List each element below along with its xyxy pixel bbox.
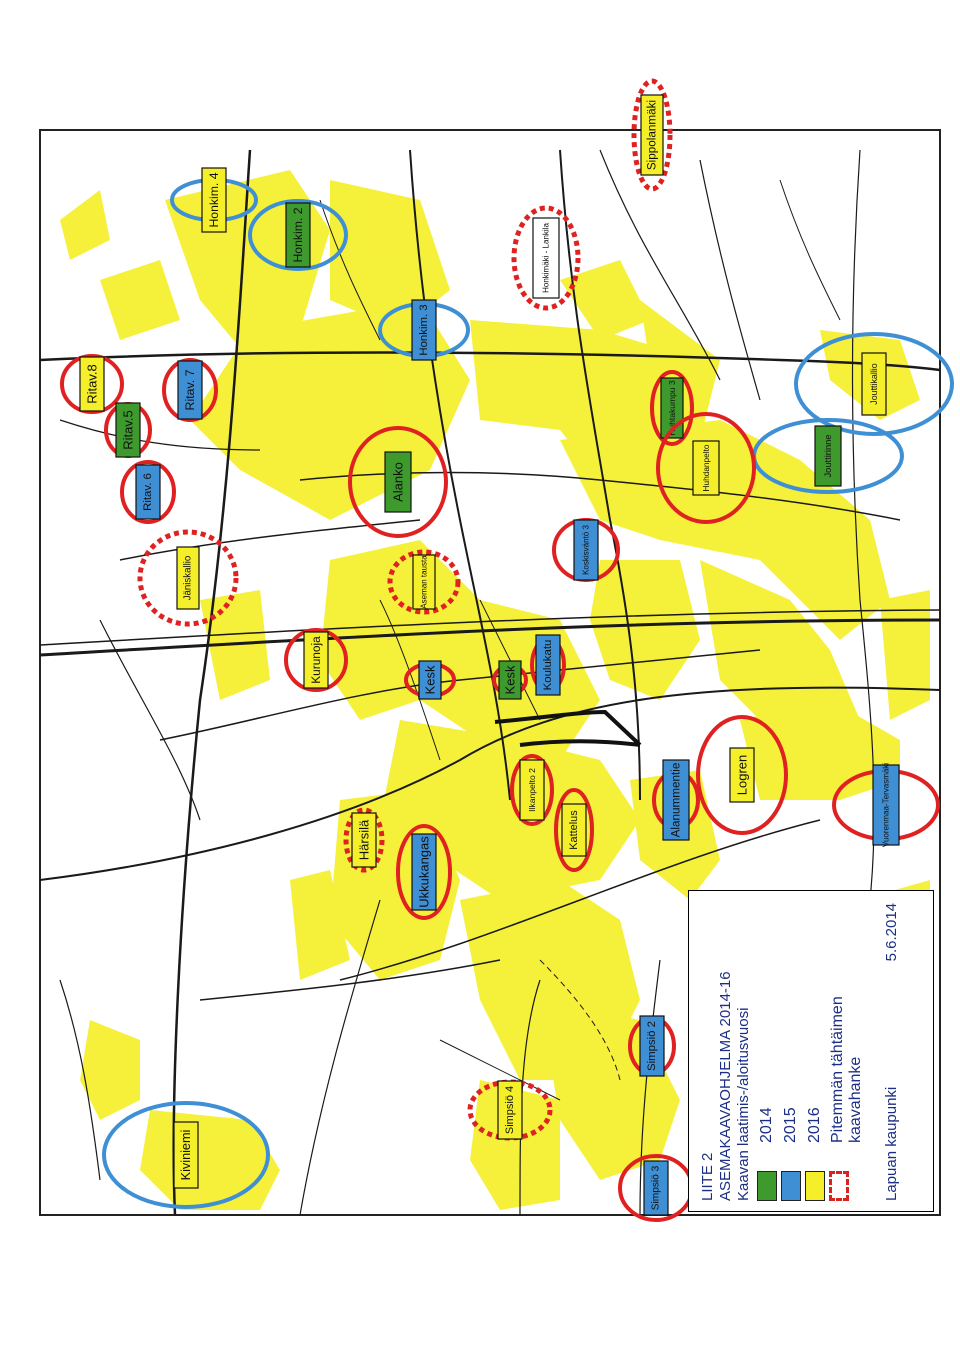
- place-label: Koulukatu: [542, 639, 554, 691]
- place-label: Honkim. 3: [418, 304, 430, 356]
- place-label: Jouttikallio: [869, 363, 879, 405]
- legend-label: Pitemmän tähtäimen kaavahanke: [829, 996, 864, 1143]
- place-label: Ritav. 6: [142, 473, 154, 511]
- legend-item-2016: [805, 903, 825, 1201]
- place-label: Simpsiö 2: [646, 1020, 658, 1072]
- swatch-blue: [781, 1171, 801, 1201]
- place-label: Huhtakumpu 3: [667, 380, 677, 436]
- place-koulukatu: [532, 635, 564, 695]
- swatch-red-dashed: [829, 1171, 849, 1201]
- place-label: Ilkanpelto 2: [527, 768, 537, 812]
- place-label: Kiviniemi: [179, 1129, 193, 1181]
- place-label: Kurunoja: [309, 636, 323, 684]
- place-label: Sippolanmäki: [645, 99, 659, 171]
- place-label: Kesk: [422, 665, 438, 695]
- swatch-green: [757, 1171, 777, 1201]
- swatch-yellow: [805, 1171, 825, 1201]
- place-label: Ukkukangas: [416, 836, 432, 908]
- legend-date: 5.6.2014: [883, 903, 900, 962]
- legend-item-2015: [781, 903, 801, 1201]
- place-label: Alanummentie: [669, 762, 683, 838]
- legend-label: 2015: [782, 1107, 799, 1143]
- legend-label: 2014: [758, 1107, 775, 1143]
- legend-item-2014: [757, 903, 777, 1201]
- place-label: Honkim. 2: [291, 207, 305, 263]
- place-label: Honkimäki - Lankila: [541, 223, 551, 293]
- place-label: Vuorenmaa-Tervasmäki: [881, 762, 891, 848]
- legend-box: [688, 890, 934, 1212]
- place-label: Alanko: [390, 462, 406, 502]
- place-label: Honkim. 4: [207, 172, 221, 228]
- place-label: Simpsiö 3: [650, 1165, 662, 1211]
- legend-content: [689, 891, 935, 1213]
- place-label: Jouttirinne: [823, 434, 833, 478]
- place-label: Kattelus: [568, 810, 580, 850]
- legend-item-long-term: [829, 903, 869, 1201]
- place-label: Simpsiö 4: [504, 1085, 516, 1135]
- legend-city: Lapuan kaupunki: [883, 1086, 900, 1201]
- legend-subtitle: Kaavan laatimis-/aloitusvuosi: [735, 1007, 752, 1201]
- legend-footer: [883, 903, 900, 1201]
- place-label: Logren: [734, 754, 750, 796]
- legend-title: LIITE 2: [699, 1152, 716, 1201]
- place-label: Jäniskallio: [182, 555, 194, 601]
- place-label: Aseman tausta: [419, 555, 429, 609]
- place-label: Ritav. 7: [183, 369, 197, 411]
- place-label: Huhdanpelto: [701, 444, 711, 492]
- place-kesk: [494, 661, 526, 699]
- legend-label: 2016: [806, 1107, 823, 1143]
- place-label: Koskisväntö 3: [581, 525, 591, 575]
- place-label: Kesk: [502, 665, 518, 695]
- place-label: Härsilä: [356, 819, 372, 861]
- place-label: Ritav.8: [84, 364, 100, 404]
- place-label: Ritav.5: [120, 410, 136, 450]
- legend-program: ASEMAKAAVAOHJELMA 2014-16: [717, 971, 734, 1201]
